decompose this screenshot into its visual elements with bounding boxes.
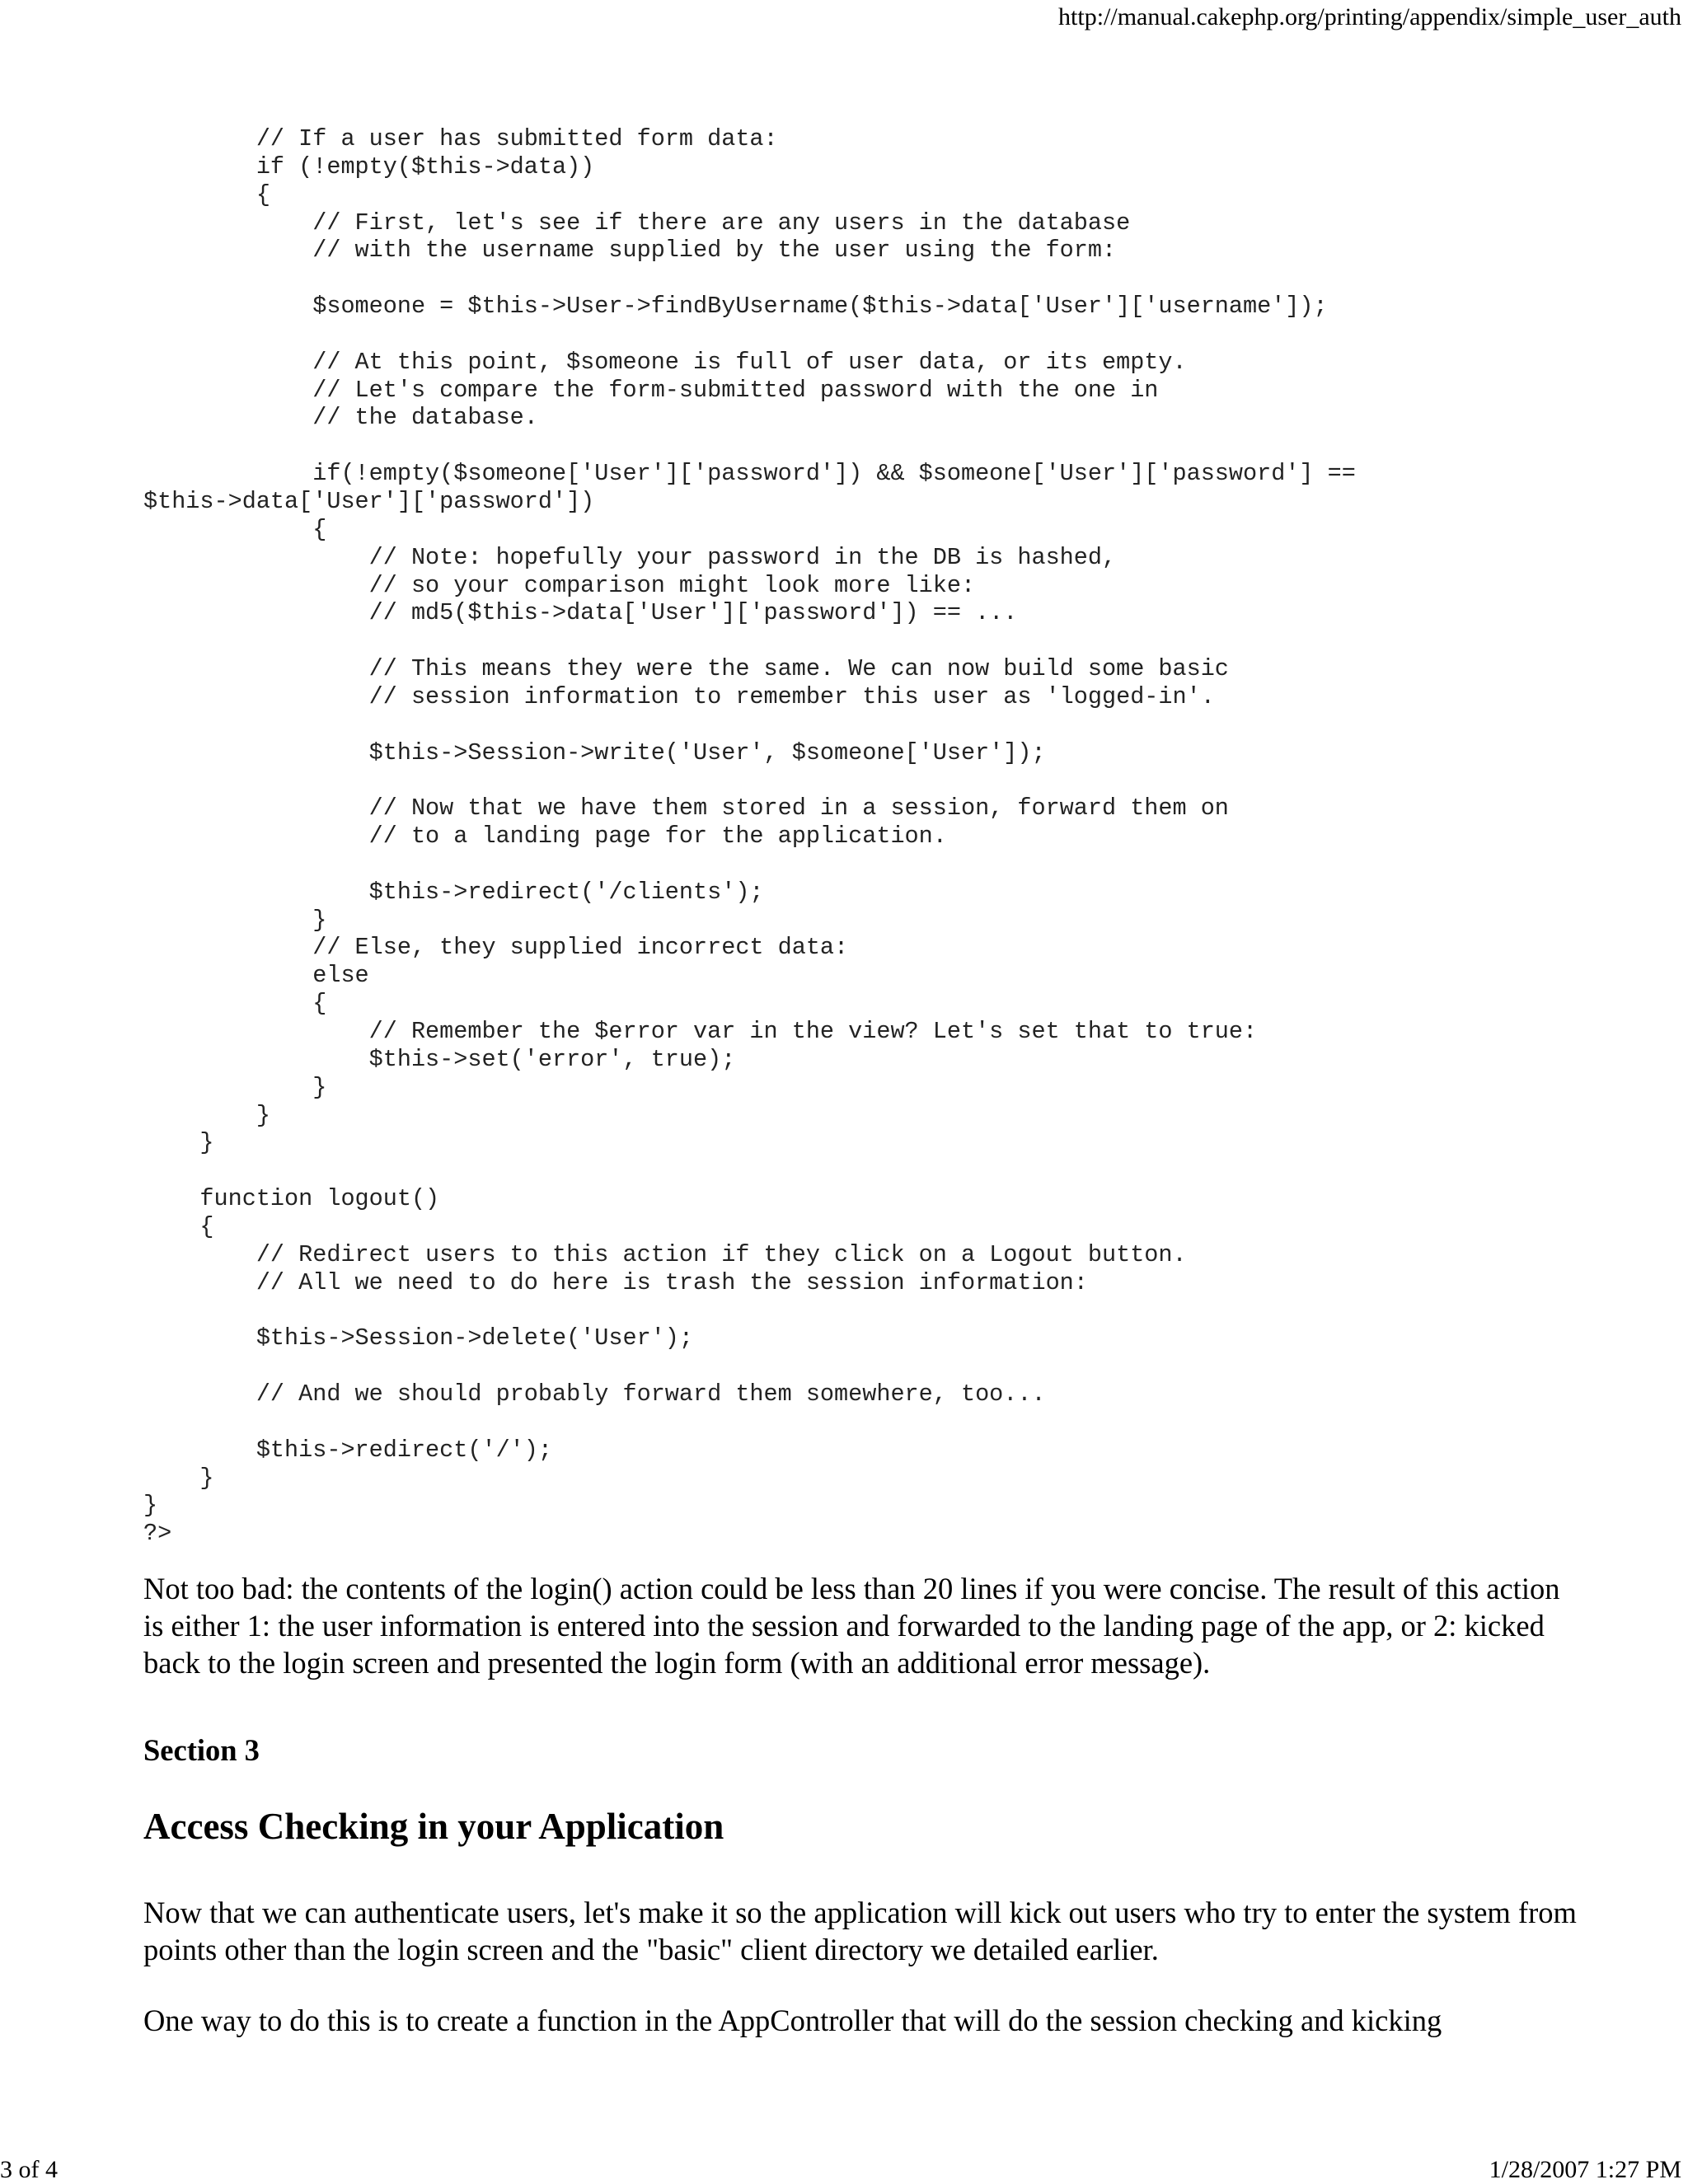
code-line: // First, let's see if there are any users in the database (143, 209, 1131, 237)
code-line: $this->Session->write('User', $someone['User']); (143, 738, 1046, 766)
code-line: // session information to remember this user as 'logged-in'. (143, 682, 1215, 710)
code-line (143, 1157, 1356, 1185)
section-label-text: Section 3 (143, 1733, 260, 1767)
code-line: // Redirect users to this action if they click on a Logout button. (143, 1240, 1187, 1268)
code-line: // Else, they supplied incorrect data: (143, 934, 849, 962)
paragraph-appcontroller (143, 2002, 1578, 2039)
code-line: $this->redirect('/clients'); (143, 878, 764, 906)
code-line: // the database. (143, 404, 538, 432)
code-line: else (143, 962, 369, 990)
code-line: $this->data['User']['password']) (143, 487, 595, 515)
section-heading (143, 1805, 1578, 1848)
code-line: // md5($this->data['User']['password']) == ... (143, 599, 1018, 627)
code-line: $this->Session->delete('User'); (143, 1324, 694, 1352)
code-line: } (143, 1129, 214, 1157)
paragraph-text: Not too bad: the contents of the login() action could be less than 20 lines if you were concise. The result of this action is either 1: the user information is entered into the session and forwarded to the landing page of the app, or 2: kicked back to the login screen and presented the login form (with an additional error message). (143, 1572, 1560, 1680)
code-line: if(!empty($someone['User']['password']) && $someone['User']['password'] == (143, 460, 1356, 488)
paragraph-access-intro (143, 1894, 1578, 1968)
code-line (143, 1408, 1356, 1436)
code-line: { (143, 515, 327, 543)
code-line: $this->redirect('/'); (143, 1436, 552, 1464)
code-line: // to a landing page for the application. (143, 823, 947, 851)
code-line: // This means they were the same. We can now build some basic (143, 655, 1229, 683)
code-line (143, 321, 1356, 349)
code-line (143, 265, 1356, 293)
code-line (143, 766, 1356, 794)
print-datetime-footer: 1/28/2007 1:27 PM (1489, 2156, 1681, 2183)
code-line (143, 627, 1356, 655)
code-line: // so your comparison might look more like: (143, 571, 976, 599)
paragraph-text: One way to do this is to create a function in the AppController that will do the session checking and kicking (143, 2004, 1442, 2037)
code-line (143, 711, 1356, 739)
code-line (143, 1296, 1356, 1324)
code-line: } (143, 1073, 327, 1101)
code-line: } (143, 1101, 270, 1129)
page-url-header: http://manual.cakephp.org/printing/appendix/simple_user_auth (1058, 3, 1681, 30)
paragraph-login-summary (143, 1570, 1578, 1681)
code-line: // Now that we have them stored in a session, forward them on (143, 794, 1229, 823)
code-line (143, 1352, 1356, 1380)
code-line: // with the username supplied by the user using the form: (143, 237, 1117, 265)
code-line: } (143, 1464, 214, 1492)
code-line: if (!empty($this->data)) (143, 152, 595, 180)
code-line: } (143, 906, 327, 934)
page-number-footer: 3 of 4 (0, 2156, 58, 2183)
code-line: { (143, 1212, 214, 1240)
code-line: { (143, 180, 270, 209)
code-line: // Let's compare the form-submitted password with the one in (143, 376, 1159, 404)
code-line: // If a user has submitted form data: (143, 125, 778, 152)
code-block (143, 125, 1356, 1548)
code-line (143, 851, 1356, 879)
code-line: { (143, 990, 327, 1018)
section-label (143, 1732, 1578, 1768)
code-line: // And we should probably forward them somewhere, too... (143, 1380, 1046, 1408)
code-line: $someone = $this->User->findByUsername($this->data['User']['username']); (143, 293, 1328, 321)
code-line: // Note: hopefully your password in the DB is hashed, (143, 543, 1117, 571)
code-line: $this->set('error', true); (143, 1045, 736, 1073)
code-line (143, 432, 1356, 460)
section-heading-text: Access Checking in your Application (143, 1806, 724, 1847)
code-line: ?> (143, 1520, 172, 1548)
code-line: } (143, 1492, 158, 1520)
code-line: // Remember the $error var in the view? Let's set that to true: (143, 1018, 1258, 1045)
code-line: // At this point, $someone is full of user data, or its empty. (143, 348, 1187, 376)
paragraph-text: Now that we can authenticate users, let's make it so the application will kick out users who try to enter the system from points other than the login screen and the "basic" client directory we detailed earlier. (143, 1896, 1577, 1966)
code-line: function logout() (143, 1185, 440, 1213)
code-line: // All we need to do here is trash the session information: (143, 1268, 1088, 1296)
